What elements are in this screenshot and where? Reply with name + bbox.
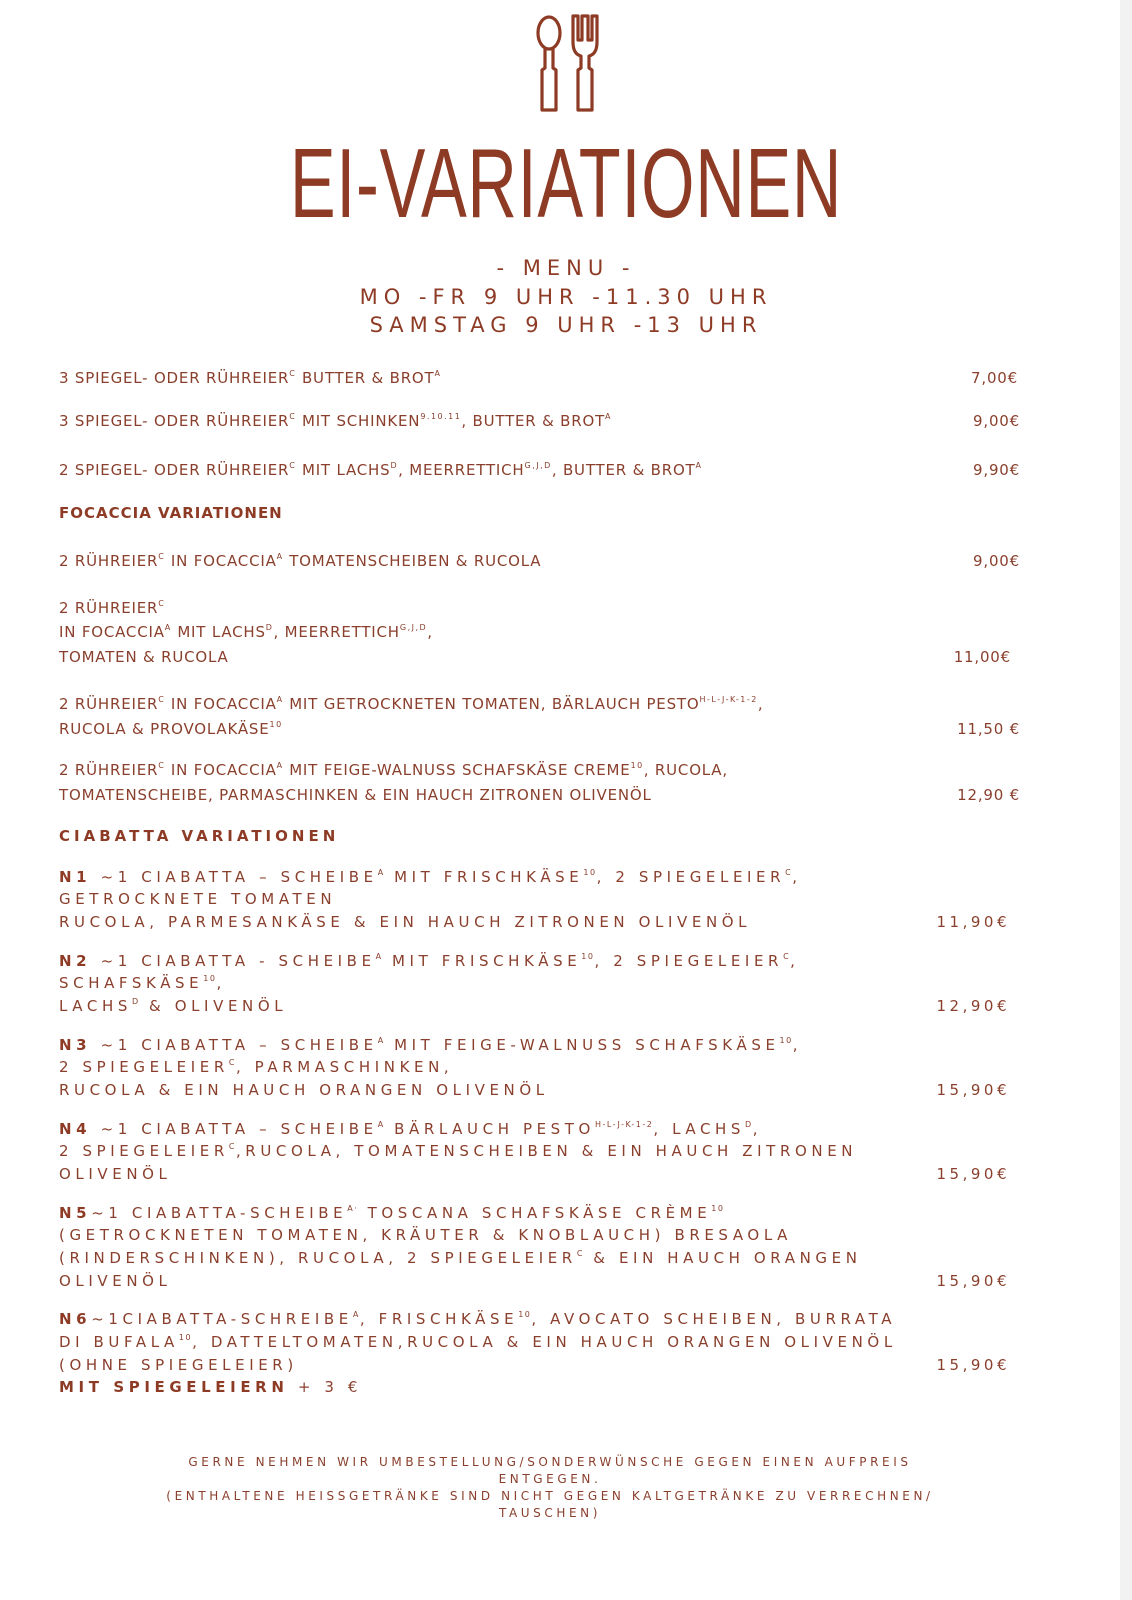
focaccia-item-2-price: 11,00€ <box>953 648 1011 666</box>
ciabatta-n3-line-3: RUCOLA & EIN HAUCH ORANGEN OLIVENÖL <box>59 1081 549 1099</box>
ciabatta-n5-line-1: N5~1 CIABATTA-$SCHEIBE^{A\cdot}$ TOSCANA SCHAFSKÄSE CRÈME$^{10}$ <box>59 1204 725 1222</box>
focaccia-item-1: 2 $RÜHREIER^C$ IN $FOCACCIA^A$ TOMATENSCHEIBEN & RUCOLA <box>59 552 542 570</box>
hours-saturday: SAMSTAG 9 UHR -13 UHR <box>369 313 763 337</box>
ciabatta-n6-extra: MIT SPIEGELEIERN + 3 € <box>59 1378 363 1396</box>
focaccia-item-2-line-2: IN $FOCACCIA^A$ MIT $LACHS^D$, $MEERRETTICH^{G,J,D}$, <box>59 623 433 641</box>
ciabatta-n5-line-4: OLIVENÖL <box>59 1272 172 1290</box>
section-heading-focaccia: FOCACCIA VARIATIONEN <box>59 504 283 522</box>
hours-weekday: MO -FR 9 UHR -11.30 UHR <box>359 285 773 309</box>
menu-item-3: 2 SPIEGEL- ODER $RÜHREIER^C$ MIT $LACHS^D$, $MEERRETTICH^{G,J,D}$, BUTTER & $BROT^A$ <box>59 461 703 479</box>
ciabatta-n3-line-1: N3 ~1 CIABATTA – $SCHEIBE^A$ MIT FEIGE-WALNUSS SCHAFSKÄSE$^{10}$, <box>59 1036 803 1054</box>
ciabatta-n2-line-1: N2 ~1 CIABATTA - $SCHEIBE^A$ MIT FRISCHKÄSE$^{10}$, 2 $SPIEGELEIER^C$, <box>59 952 800 970</box>
page-title: EI-VARIATIONEN <box>289 128 843 238</box>
ciabatta-n1-line-2: GETROCKNETE TOMATEN <box>59 890 337 908</box>
focaccia-item-3-line-2: RUCOLA & PROVOLAKÄSE$^{10}$ <box>59 720 283 738</box>
footer-line-1: GERNE NEHMEN WIR UMBESTELLUNG/SONDERWÜNSCHE GEGEN EINEN AUFPREIS <box>188 1455 912 1469</box>
focaccia-item-1-price: 9,00€ <box>973 552 1020 570</box>
focaccia-item-4-line-2: TOMATENSCHEIBE, PARMASCHINKEN & EIN HAUCH ZITRONEN OLIVENÖL <box>59 786 652 804</box>
ciabatta-n2-line-3: $LACHS^D$ & OLIVENÖL <box>59 997 288 1015</box>
ciabatta-n5-line-3: (RINDERSCHINKEN), RUCOLA, 2 $SPIEGELEIER^C$ & EIN HAUCH ORANGEN <box>59 1249 862 1267</box>
page-edge <box>1120 0 1132 1600</box>
ciabatta-n6-line-3: (OHNE SPIEGELEIER) <box>59 1356 298 1374</box>
ciabatta-n6-line-2: DI BUFALA$^{10}$, DATTELTOMATEN,RUCOLA & EIN HAUCH ORANGEN OLIVENÖL <box>59 1333 897 1351</box>
footer-note <box>100 1454 1000 1522</box>
ciabatta-n2-line-2: SCHAFSKÄSE$^{10}$, <box>59 974 226 992</box>
ciabatta-n4-line-3: OLIVENÖL <box>59 1165 172 1183</box>
ciabatta-n4-line-1: N4 ~1 CIABATTA – $SCHEIBE^A$ BÄRLAUCH $PESTO^{H-L-J-K-1-2}$, $LACHS^D$, <box>59 1120 763 1138</box>
ciabatta-n3-line-2: 2 $SPIEGELEIER^C$, PARMASCHINKEN, <box>59 1058 454 1076</box>
menu-item-1: 3 SPIEGEL- ODER $RÜHREIER^C$ BUTTER & $BROT^A$ <box>59 369 442 387</box>
section-heading-ciabatta: CIABATTA VARIATIONEN <box>59 827 340 845</box>
focaccia-item-4-price: 12,90 € <box>957 786 1020 804</box>
spoon-fork-icon <box>531 14 601 114</box>
ciabatta-n6-price: 15,90€ <box>936 1356 1010 1374</box>
menu-item-1-price: 7,00€ <box>971 369 1018 387</box>
menu-item-3-price: 9,90€ <box>973 461 1020 479</box>
ciabatta-n4-price: 15,90€ <box>936 1165 1010 1183</box>
ciabatta-n2-price: 12,90€ <box>936 997 1010 1015</box>
ciabatta-n1-line-1: N1 ~1 CIABATTA – $SCHEIBE^A$ MIT FRISCHKÄSE$^{10}$, 2 $SPIEGELEIER^C$, <box>59 868 802 886</box>
menu-item-2: 3 SPIEGEL- ODER $RÜHREIER^C$ MIT $SCHINKEN^{9.10.11}$, BUTTER & $BROT^A$ <box>59 412 613 430</box>
ciabatta-n6-line-1: $N6\sim 1CIABATTA-SCHREIBE^A$, FRISCHKÄSE$^{10}$, AVOCATO SCHEIBEN, BURRATA <box>59 1310 897 1328</box>
focaccia-item-3-price: 11,50 € <box>957 720 1020 738</box>
menu-item-2-price: 9,00€ <box>973 412 1020 430</box>
footer-line-3: (ENTHALTENE HEISSGETRÄNKE SIND NICHT GEGEN KALTGETRÄNKE ZU VERRECHNEN/ <box>166 1489 934 1503</box>
ciabatta-n1-price: 11,90€ <box>936 913 1010 931</box>
footer-line-4: TAUSCHEN) <box>498 1506 602 1520</box>
ciabatta-n3-price: 15,90€ <box>936 1081 1010 1099</box>
focaccia-item-3-line-1: 2 $RÜHREIER^C$ IN $FOCACCIA^A$ MIT GETROCKNETEN TOMATEN, BÄRLAUCH $PESTO^{H-L-J-K-1-2}$, <box>59 695 764 713</box>
footer-line-2: ENTGEGEN. <box>498 1472 602 1486</box>
focaccia-item-4-line-1: 2 $RÜHREIER^C$ IN $FOCACCIA^A$ MIT FEIGE-WALNUSS SCHAFSKÄSE CREME$^{10}$, RUCOLA, <box>59 761 728 779</box>
menu-label: - MENU - <box>496 256 636 280</box>
ciabatta-n4-line-2: 2 $SPIEGELEIER^C,RUCOLA$, TOMATENSCHEIBEN & EIN HAUCH ZITRONEN <box>59 1142 858 1160</box>
focaccia-item-2-line-1: 2 $RÜHREIER^C$ <box>59 599 166 617</box>
focaccia-item-2-line-3: TOMATEN & RUCOLA <box>59 648 229 666</box>
ciabatta-n1-line-3: RUCOLA, PARMESANKÄSE & EIN HAUCH ZITRONEN OLIVENÖL <box>59 913 752 931</box>
ciabatta-n5-price: 15,90€ <box>936 1272 1010 1290</box>
ciabatta-n5-line-2: (GETROCKNETEN TOMATEN, KRÄUTER & KNOBLAUCH) BRESAOLA <box>59 1226 792 1244</box>
